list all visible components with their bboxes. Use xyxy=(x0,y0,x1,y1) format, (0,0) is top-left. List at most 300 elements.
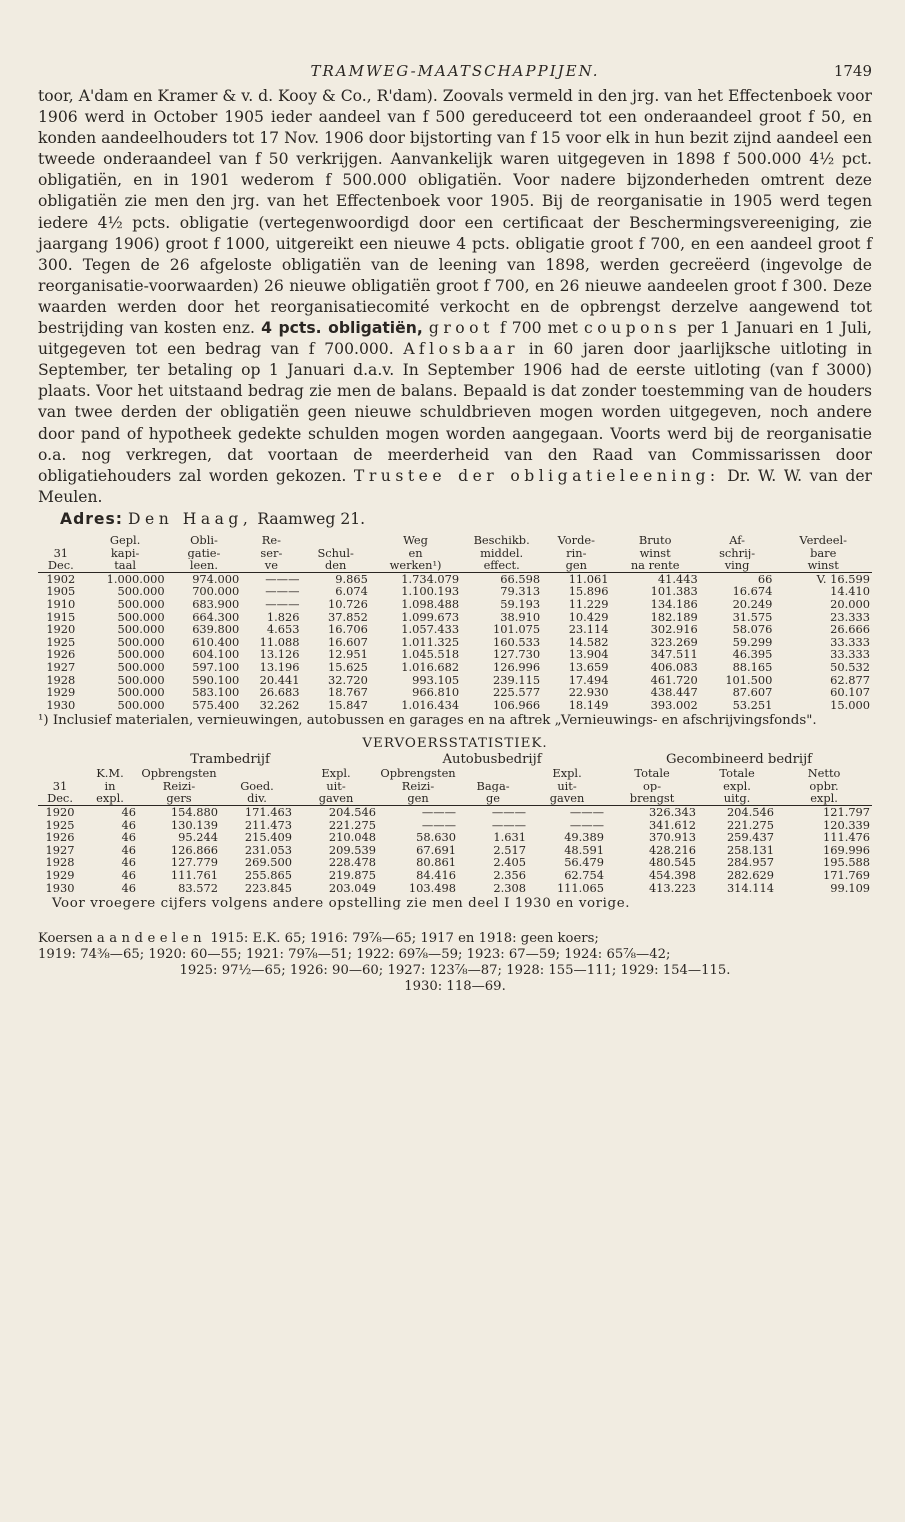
fin-table-cell: 13.196 xyxy=(259,660,300,674)
fin-table-cell: 1.057.433 xyxy=(401,623,460,636)
fin-table-cell: 13.126 xyxy=(259,648,300,661)
fin-table-cell: 50.532 xyxy=(830,660,870,674)
fin-table-cell: 575.400 xyxy=(192,698,240,712)
stat-table-cell: 84.416 xyxy=(416,869,457,882)
stat-table-cell: 46 xyxy=(121,831,136,844)
fin-header-cell: Re- xyxy=(261,533,281,547)
group-spacer xyxy=(38,752,82,767)
fin-table-cell: 32.262 xyxy=(259,698,300,712)
fin-table-cell: 500.000 xyxy=(117,660,165,674)
paragraph-reorganisation xyxy=(38,86,872,508)
share-prices xyxy=(38,931,872,995)
fin-table-cell: 15.000 xyxy=(830,698,870,712)
stat-table-cell: 210.048 xyxy=(328,831,377,844)
fin-header-cell: gen xyxy=(542,559,610,572)
fin-table-cell: 10.429 xyxy=(568,610,609,624)
stat-table-cell: 130.139 xyxy=(170,818,218,832)
stat-table-cell: 103.498 xyxy=(408,881,457,895)
fin-table-cell: 1.016.434 xyxy=(401,698,460,712)
fin-table-cell: 1928 xyxy=(46,673,76,687)
stat-table-cell: 67.691 xyxy=(416,843,457,857)
stat-table-cell: 126.866 xyxy=(170,843,218,857)
fin-table-cell: 58.076 xyxy=(732,623,773,636)
stat-table-cell: 99.109 xyxy=(830,881,871,895)
fin-table-cell: 500.000 xyxy=(117,673,165,687)
stat-header-cell xyxy=(220,767,294,780)
stat-table-cell: ——— xyxy=(569,805,605,819)
address-street: Raamweg 21. xyxy=(257,509,366,528)
fin-header-cell: bare xyxy=(810,546,837,560)
fin-header-cell: na rente xyxy=(611,559,700,572)
stat-header-cell: Reizi- xyxy=(401,779,435,793)
stat-table-cell: 171.463 xyxy=(244,805,292,819)
running-header xyxy=(38,62,872,86)
fin-table-row xyxy=(38,699,872,712)
statistics-group-row xyxy=(38,752,872,767)
fin-table-cell: 438.447 xyxy=(650,686,698,699)
fin-table-cell: 11.088 xyxy=(259,635,300,649)
stat-header-cell: gen xyxy=(378,792,458,805)
body-text xyxy=(38,86,872,508)
koersen-line-2: 1919: 74⅜—65; 1920: 60—55; 1921: 79⅞—51; 1922: 69⅞—59; 1923: 67—59; 1924: 65⅞—42; xyxy=(38,947,671,963)
fin-table-cell: 31.575 xyxy=(732,610,773,624)
fin-header-cell: Beschikb. xyxy=(473,533,530,547)
stat-table-cell: 2.517 xyxy=(493,843,527,857)
stat-table-cell: 221.275 xyxy=(726,818,775,832)
stat-table-cell: 2.308 xyxy=(493,881,527,895)
stat-table-cell: 120.339 xyxy=(822,818,871,832)
fin-table-cell: ——— xyxy=(265,597,300,611)
fin-table-cell: 126.996 xyxy=(492,660,541,674)
stat-header-cell: Netto xyxy=(807,767,841,780)
document-page xyxy=(38,62,872,995)
stat-header-cell: Expl. xyxy=(552,767,582,780)
fin-table-cell: 225.577 xyxy=(492,686,541,699)
stat-header-cell: opbr. xyxy=(809,779,839,793)
stat-table-cell: 341.612 xyxy=(648,818,697,832)
fin-table-cell: 16.706 xyxy=(328,623,368,636)
stat-table-cell: 1927 xyxy=(45,843,75,857)
paragraph-2c-text: in 60 jaren door jaarlijksche uitloting in September, ter betaling op 1 Januari d.a.v. In September 1906 had de eerste uitloting (van f 3000) plaats. Voor het uitstaand bedrag zie men de balans. Bepaald is dat zonder toestemming van de houders van twee derden der obligatiën geen nieuwe schuldbrieven mogen worden uitgegeven, noch andere door pand of hypotheek gedekte schulden mogen worden aangegaan. Voorts werd bij de reorganisatie o.a. nog verkregen, dat voortaan de meerderheid van den Raad van Commissarissen door obligatiehouders zal worden gekozen. xyxy=(38,340,872,485)
fin-table-cell: 1.098.488 xyxy=(401,597,460,611)
koersen-line-4: 1930: 118—69. xyxy=(404,979,506,995)
stat-table-cell: 259.437 xyxy=(726,831,775,844)
stat-table-cell: 46 xyxy=(121,818,136,832)
paragraph-2a-text: f 700 met xyxy=(499,319,578,338)
fin-header-cell: Verdeel- xyxy=(799,533,848,547)
fin-table-cell: 37.852 xyxy=(328,610,368,624)
fin-header-cell xyxy=(301,534,369,547)
fin-header-cell: werken¹) xyxy=(370,559,461,572)
fin-table-cell: 500.000 xyxy=(117,597,165,611)
fin-table-cell: 1929 xyxy=(46,686,76,699)
stat-table-cell: 282.629 xyxy=(726,869,775,882)
stat-table-cell: 111.476 xyxy=(822,831,871,844)
fin-table-cell: 1930 xyxy=(46,698,76,712)
stat-table-cell: 480.545 xyxy=(648,856,697,870)
fin-header-cell: taal xyxy=(84,559,167,572)
stat-table-cell: 228.478 xyxy=(328,856,377,870)
stat-header-cell: brengst xyxy=(606,792,698,805)
stat-table-cell: 413.223 xyxy=(648,881,697,895)
stat-header-row xyxy=(38,767,872,780)
fin-table-cell: 597.100 xyxy=(192,660,240,674)
fin-table-cell: 583.100 xyxy=(192,686,240,699)
fin-table-row xyxy=(38,636,872,649)
stat-table-cell: 314.114 xyxy=(726,881,775,895)
fin-table-row xyxy=(38,611,872,624)
fin-table-cell: 590.100 xyxy=(192,673,240,687)
fin-table-cell: 12.951 xyxy=(328,648,368,661)
fin-table-row xyxy=(38,648,872,661)
fin-table-cell: 26.683 xyxy=(259,686,300,699)
fin-table-cell: 974.000 xyxy=(167,572,242,585)
stat-table-cell: 1929 xyxy=(45,869,75,882)
stat-table-cell: 195.588 xyxy=(822,856,871,870)
stat-header-cell xyxy=(38,767,82,780)
stat-table-cell: 1920 xyxy=(45,805,75,819)
fin-table-cell: 101.500 xyxy=(725,673,773,687)
fin-table-cell: 15.896 xyxy=(568,585,609,598)
fin-table-cell: 639.800 xyxy=(192,623,240,636)
fin-table-cell: 1925 xyxy=(46,635,76,649)
fin-table-cell: 41.443 xyxy=(611,572,700,585)
stat-table-cell: 204.546 xyxy=(726,805,775,819)
fin-table-cell: 87.607 xyxy=(732,686,773,699)
fin-header-cell: winst xyxy=(774,559,872,572)
fin-header-cell: schrij- xyxy=(719,546,756,560)
statistics-title: VERVOERSSTATISTIEK. xyxy=(362,736,548,752)
fin-table-cell: 26.666 xyxy=(830,623,870,636)
fin-header-cell: Bruto xyxy=(638,533,672,547)
fin-table-cell: 11.229 xyxy=(568,597,609,611)
fin-header-cell: Obli- xyxy=(190,533,218,547)
stat-table-cell: 169.996 xyxy=(822,843,871,857)
stat-header-row xyxy=(38,780,872,793)
fin-table-cell: 500.000 xyxy=(117,686,165,699)
stat-table-cell: 62.754 xyxy=(564,869,605,882)
fin-table-cell: 15.847 xyxy=(328,698,368,712)
fin-table-cell: 500.000 xyxy=(117,610,165,624)
group-autobusbedrijf: Autobusbedrijf xyxy=(442,752,542,768)
fin-table-cell: 60.107 xyxy=(830,686,870,699)
fin-table-cell: 23.114 xyxy=(568,623,609,636)
fin-table-cell: 1902 xyxy=(38,572,84,585)
fin-table-cell: 13.659 xyxy=(568,660,609,674)
fin-table-cell: 20.441 xyxy=(259,673,300,687)
stat-header-cell: uit- xyxy=(557,779,577,793)
finance-footnote: ¹) Inclusief materialen, vernieuwingen, autobussen en garages en na aftrek „Vernieuwings- en afschrijvingsfonds". xyxy=(38,713,817,729)
stat-table-cell: 215.409 xyxy=(244,831,292,844)
stat-table-cell: 221.275 xyxy=(328,818,377,832)
stat-table-cell: ——— xyxy=(491,818,527,832)
fin-header-cell: ve xyxy=(241,559,301,572)
stat-table-cell: 219.875 xyxy=(328,869,377,882)
fin-table-cell: 160.533 xyxy=(492,635,541,649)
fin-table-cell: 1905 xyxy=(46,585,76,598)
paragraph-1-text: toor, A'dam en Kramer & v. d. Kooy & Co., R'dam). Zoovals vermeld in den jrg. van het Effectenboek voor 1906 werd in October 1905 ieder aandeel van f 500 gereduceerd tot een onderaandeel groot f 50, en konden aandeelhouders tot 17 Nov. 1906 door bijstorting van f 15 voor elk in hun bezit zijnd aandeel een tweede onderaandeel van f 50 verkrijgen. Aanvankelijk waren uitgegeven in 1898 f 500.000 4½ pct. obligatiën, en in 1901 wederom f 500.000 obligatiën. Voor nadere bijzonderheden omtrent deze obligatiën zie men den jrg. van het Effectenboek voor 1905. Bij de reorganisatie in 1905 werd tegen iedere 4½ pcts. obligatie (vertegenwoordigd door een certificaat der Beschermingsvereeniging, zie jaargang 1906) groot f 1000, uitgereikt een nieuwe 4 pcts. obligatie groot f 700, en een aandeel groot f 300. Tegen de 26 afgeloste obligatiën van de leening van 1898, werden gecreëerd (ingevolge de reorganisatie-voorwaarden) 26 nieuwe obligatiën groot f 700, en 26 nieuwe aandeelen groot f 300. Deze waarden werden door het reorganisatiecomité verkocht en de opbrengst derzelve aangewend tot bestrijding van kosten enz. xyxy=(38,87,872,338)
bond-heading: 4 pcts. obligatiën, xyxy=(261,319,423,338)
fin-table-cell: 664.300 xyxy=(192,610,240,624)
fin-table-row xyxy=(38,674,872,687)
stat-table-cell: 1.631 xyxy=(493,831,527,844)
fin-header-cell: Schul- xyxy=(317,546,354,560)
fin-table-cell: 6.074 xyxy=(335,585,368,598)
fin-table-cell: 88.165 xyxy=(732,660,773,674)
stat-header-cell: ge xyxy=(458,792,528,805)
fin-table-cell: 14.582 xyxy=(568,635,609,649)
stat-table-row xyxy=(38,819,872,832)
stat-header-cell: Totale xyxy=(634,767,670,780)
fin-table-cell: 1.045.518 xyxy=(401,648,460,661)
stat-table-cell: 1926 xyxy=(45,831,75,844)
fin-table-cell: 239.115 xyxy=(492,673,541,687)
koersen-line-3: 1925: 97½—65; 1926: 90—60; 1927: 123⅞—87; 1928: 155—111; 1929: 154—115. xyxy=(179,963,731,979)
fin-header-cell: winst xyxy=(639,546,671,560)
stat-header-cell: gers xyxy=(138,792,220,805)
stat-table-row xyxy=(38,806,872,819)
stat-table-cell: 46 xyxy=(121,856,136,870)
fin-table-cell: 1927 xyxy=(46,660,76,674)
aflosbaar-word: Aflosbaar xyxy=(403,340,520,359)
fin-header-cell: gatie- xyxy=(187,546,221,560)
fin-header-cell: 31 xyxy=(53,546,69,560)
finance-table xyxy=(38,534,872,711)
fin-table-cell: 1920 xyxy=(46,623,76,636)
stat-table-cell: 326.343 xyxy=(648,805,697,819)
fin-header-cell: den xyxy=(301,559,369,572)
fin-table-cell: 18.149 xyxy=(568,698,609,712)
fin-table-cell: 500.000 xyxy=(117,585,165,598)
fin-header-cell: Gepl. xyxy=(109,533,141,547)
fin-table-cell: 683.900 xyxy=(192,597,240,611)
fin-table-cell: 700.000 xyxy=(192,585,240,598)
fin-table-cell: 500.000 xyxy=(117,648,165,661)
fin-table-row xyxy=(38,661,872,674)
fin-table-cell: 302.916 xyxy=(650,623,698,636)
stat-table-cell: 454.398 xyxy=(648,869,697,882)
stat-header-cell: div. xyxy=(220,792,294,805)
fin-table-cell: 127.730 xyxy=(492,648,541,661)
stat-table-cell: 80.861 xyxy=(416,856,457,870)
fin-header-cell: Af- xyxy=(729,533,745,547)
stat-table-cell: 269.500 xyxy=(244,856,292,870)
fin-table-cell: 1.016.682 xyxy=(401,660,460,674)
fin-table-cell: 33.333 xyxy=(830,635,870,649)
fin-table-cell: 347.511 xyxy=(650,648,698,661)
fin-table-cell: 4.653 xyxy=(266,623,300,636)
stat-header-cell: Goed. xyxy=(240,779,274,793)
fin-table-cell: 59.299 xyxy=(732,635,773,649)
fin-table-cell: 17.494 xyxy=(568,673,609,687)
fin-table-cell: 101.075 xyxy=(492,623,541,636)
fin-header-cell: Vorde- xyxy=(557,533,595,547)
stat-header-cell xyxy=(458,767,528,780)
fin-table-cell: 1.000.000 xyxy=(84,572,167,585)
stat-table-cell: 46 xyxy=(121,881,136,895)
fin-table-cell: 1.100.193 xyxy=(401,585,460,598)
fin-table-cell: 20.249 xyxy=(732,597,773,611)
stat-table-cell: 1930 xyxy=(45,881,75,895)
stat-table-cell: ——— xyxy=(421,805,457,819)
stat-table-cell: 48.591 xyxy=(564,843,605,857)
fin-table-cell: 461.720 xyxy=(650,673,698,687)
fin-table-cell: 106.966 xyxy=(492,698,541,712)
fin-table-cell: 9.865 xyxy=(301,572,369,585)
fin-table-cell: 1.826 xyxy=(266,610,300,624)
koersen-word: aandeelen xyxy=(96,931,207,947)
koersen-line-1 xyxy=(38,931,872,947)
fin-table-cell: 33.333 xyxy=(830,648,870,661)
fin-table-cell: 966.810 xyxy=(412,686,460,699)
fin-header-cell: Dec. xyxy=(38,559,84,572)
fin-table-cell: 323.269 xyxy=(650,635,698,649)
fin-table-cell: 79.313 xyxy=(500,585,541,598)
stat-header-cell: expl. xyxy=(776,792,872,805)
fin-header-row xyxy=(38,534,872,547)
fin-table-cell: 23.333 xyxy=(830,610,870,624)
stat-table-row xyxy=(38,882,872,895)
paragraph-2b-text: per 1 Januari en 1 Juli, uitgegeven tot een bedrag van f 700.000. xyxy=(38,319,872,359)
stat-header-row xyxy=(38,792,872,805)
stat-header-cell: Totale xyxy=(719,767,755,780)
stat-table-cell: 204.546 xyxy=(328,805,377,819)
fin-table-cell: 18.767 xyxy=(328,686,368,699)
fin-header-cell xyxy=(38,534,84,547)
group-trambedrijf: Trambedrijf xyxy=(190,752,270,768)
stat-table-cell: 46 xyxy=(121,869,136,882)
stat-table-cell: 49.389 xyxy=(564,831,605,844)
transport-statistics-table xyxy=(38,752,872,894)
fin-table-row xyxy=(38,686,872,699)
stat-table-row xyxy=(38,869,872,882)
stat-header-cell: in xyxy=(104,779,116,793)
stat-table-cell: 255.865 xyxy=(244,869,292,882)
stat-table-row xyxy=(38,844,872,857)
fin-header-cell: kapi- xyxy=(110,546,140,560)
fin-table-cell: 610.400 xyxy=(192,635,240,649)
fin-table-row xyxy=(38,572,872,585)
fin-table-cell: 406.083 xyxy=(650,660,698,674)
stat-table-cell: 203.049 xyxy=(328,881,377,895)
stat-header-cell: Opbrengsten xyxy=(380,767,456,780)
fin-table-cell: 22.930 xyxy=(568,686,609,699)
fin-header-cell: middel. xyxy=(480,546,524,560)
stat-header-cell: uit- xyxy=(326,779,346,793)
fin-table-cell: 500.000 xyxy=(117,698,165,712)
stat-table-cell: 83.572 xyxy=(178,881,218,895)
fin-table-cell: 62.877 xyxy=(830,673,870,687)
fin-table-cell: 134.186 xyxy=(650,597,698,611)
fin-table-cell: 1.011.325 xyxy=(401,635,460,649)
stat-header-cell: Baga- xyxy=(476,779,510,793)
stat-table-cell: 171.769 xyxy=(822,869,871,882)
trustee-word: Trustee der obligatieleening: xyxy=(353,466,720,485)
fin-header-row xyxy=(38,547,872,560)
stat-header-cell: Expl. xyxy=(321,767,351,780)
fin-table-cell: 393.002 xyxy=(650,698,698,712)
stat-table-cell: 111.761 xyxy=(170,869,218,882)
stat-table-cell: 2.405 xyxy=(493,856,527,870)
fin-table-cell: ——— xyxy=(241,572,301,585)
fin-header-cell: ving xyxy=(700,559,775,572)
fin-table-row xyxy=(38,585,872,598)
koersen-label: Koersen xyxy=(38,931,93,947)
stat-table-cell: 121.797 xyxy=(822,805,871,819)
stat-header-cell: K.M. xyxy=(96,767,124,780)
page-number: 1749 xyxy=(833,62,872,80)
stat-table-cell: 111.065 xyxy=(556,881,605,895)
groot-word: groot xyxy=(428,319,494,338)
stat-table-cell: 1925 xyxy=(45,818,75,832)
stat-table-cell: 231.053 xyxy=(244,843,292,857)
fin-table-cell: 59.193 xyxy=(500,597,541,611)
stat-table-cell: ——— xyxy=(421,818,457,832)
stat-header-cell: expl. xyxy=(82,792,138,805)
fin-table-cell: 13.904 xyxy=(568,648,609,661)
stat-table-cell: 46 xyxy=(121,805,136,819)
fin-header-cell: effect. xyxy=(461,559,542,572)
fin-table-cell: 1.734.079 xyxy=(370,572,461,585)
stat-header-cell: gaven xyxy=(528,792,606,805)
fin-table-cell: 1926 xyxy=(46,648,76,661)
fin-table-cell: 16.607 xyxy=(328,635,368,649)
fin-table-cell: 46.395 xyxy=(732,648,773,661)
statistics-note: Voor vroegere cijfers volgens andere opstelling zie men deel I 1930 en vorige. xyxy=(52,896,631,912)
fin-table-cell: 1910 xyxy=(46,597,76,611)
stat-table-cell: 154.880 xyxy=(170,805,218,819)
fin-table-row xyxy=(38,598,872,611)
fin-table-cell: 14.410 xyxy=(830,585,870,598)
stat-header-cell: expl. xyxy=(723,779,751,793)
stat-table-cell: ——— xyxy=(491,805,527,819)
stat-table-cell: 46 xyxy=(121,843,136,857)
stat-table-cell: 258.131 xyxy=(726,843,775,857)
fin-table-cell: 182.189 xyxy=(650,610,698,624)
stat-table-cell: ——— xyxy=(569,818,605,832)
fin-table-cell: 11.061 xyxy=(542,572,610,585)
stat-header-cell: op- xyxy=(643,779,662,793)
stat-table-cell: 2.356 xyxy=(493,869,527,882)
fin-table-cell: 66.598 xyxy=(461,572,542,585)
fin-table-cell: 604.100 xyxy=(192,648,240,661)
stat-table-cell: 95.244 xyxy=(178,831,218,844)
stat-table-cell: 56.479 xyxy=(564,856,605,870)
fin-table-cell: 20.000 xyxy=(830,597,870,611)
fin-header-cell: ser- xyxy=(260,546,283,560)
stat-table-cell: 58.630 xyxy=(416,831,457,844)
stat-header-cell: uitg. xyxy=(698,792,776,805)
fin-table-cell: 500.000 xyxy=(117,635,165,649)
stat-header-cell: gaven xyxy=(294,792,378,805)
fin-table-cell: 16.674 xyxy=(732,585,773,598)
fin-table-cell: 1915 xyxy=(46,610,76,624)
fin-table-cell: 993.105 xyxy=(412,673,460,687)
stat-header-cell: 31 xyxy=(52,779,68,793)
stat-table-row xyxy=(38,856,872,869)
stat-table-cell: 428.216 xyxy=(648,843,697,857)
koersen-text-1: 1915: E.K. 65; 1916: 79⅞—65; 1917 en 1918: geen koers; xyxy=(210,931,599,947)
address-label: Adres: xyxy=(60,509,124,528)
fin-table-cell: 10.726 xyxy=(328,597,368,611)
fin-table-cell: 53.251 xyxy=(732,698,773,712)
stat-table-cell: 209.539 xyxy=(328,843,377,857)
fin-table-cell: 1.099.673 xyxy=(401,610,460,624)
fin-header-cell: leen. xyxy=(167,559,242,572)
fin-table-row xyxy=(38,623,872,636)
fin-table-cell: V. 16.599 xyxy=(774,572,872,585)
stat-header-cell: Dec. xyxy=(38,792,82,805)
